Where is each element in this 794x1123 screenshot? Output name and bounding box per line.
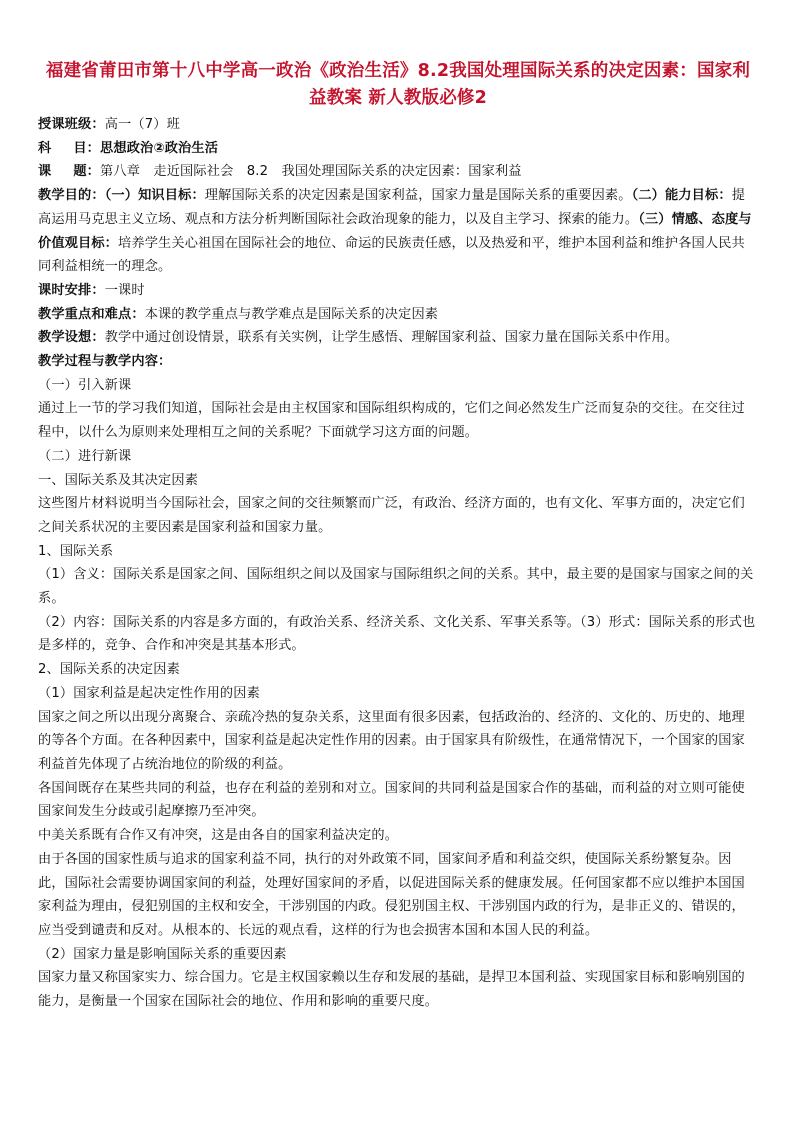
topic-label-2: 题： <box>73 164 101 180</box>
national-power-paragraph: 国家力量又称国家实力、综合国力。它是主权国家赖以生存和发展的基础，是捍卫本国利益、实现国家目标和影响别国的能力，是衡量一个国家在国际社会的地位、作用和影响的重要尺度。 <box>38 970 745 1010</box>
emotion-goal-text: 培养学生关心祖国在国际社会的地位、命运的民族责任感，以及热爱和平，维护本国利益和维护各国人民共同利益相统一的理念。 <box>38 235 745 275</box>
focus-label: 教学重点和难点： <box>38 306 145 322</box>
images-paragraph: 这些图片材料说明当今国际社会，国家之间的交往频繁而广泛，有政治、经济方面的，也有文化、军事方面的，决定它们之间关系状况的主要因素是国家利益和国家力量。 <box>38 496 745 535</box>
knowledge-goal-text: 理解国际关系的决定因素是国家利益，国家力量是国际关系的重要因素。 <box>204 188 632 204</box>
subject-label-1: 科 <box>38 140 52 156</box>
document-title: 福建省莆田市第十八中学高一政治《政治生活》8.2我国处理国际关系的决定因素：国家利益教案 新人教版必修2 <box>45 61 751 108</box>
emotion-goal-label: （三）情感、态度与价值观目标： <box>38 211 752 251</box>
hours-label: 课时安排： <box>38 282 105 298</box>
hours-line <box>38 279 758 303</box>
idea-label: 教学设想： <box>38 330 105 346</box>
ability-goal-text: 提高运用马克思主义立场、观点和方法分析判断国际社会政治现象的能力，以及自主学习、探索的能力。 <box>38 188 746 227</box>
part-one-heading: 一、国际关系及其决定因素 <box>38 472 199 488</box>
goals-paragraph <box>38 184 758 279</box>
topic-line <box>38 160 758 184</box>
national-power-heading: （2）国家力量是影响国际关系的重要因素 <box>38 946 287 962</box>
focus-value: 本课的教学重点与教学难点是国际关系的决定因素 <box>144 306 439 322</box>
idea-value: 教学中通过创设情景，联系有关实例，让学生感悟、理解国家利益、国家力量在国际关系中作用。 <box>104 330 679 346</box>
focus-line <box>38 303 758 327</box>
goals-label: 教学目的： <box>38 188 105 204</box>
sino-us-paragraph: 中美关系既有合作又有冲突，这是由各自的国家利益决定的。 <box>38 828 399 844</box>
definition-paragraph: （1）含义：国际关系是国家之间、国际组织之间以及国家与国际组织之间的关系。其中，最主要的是国家与国家之间的关系。 <box>38 567 754 607</box>
topic-value: 第八章 走近国际社会 8.2 我国处理国际关系的决定因素：国家利益 <box>100 164 522 180</box>
content-form-paragraph: （2）内容：国际关系的内容是多方面的，有政治关系、经济关系、文化关系、军事关系等。（3）形式：国际关系的形式也是多样的，竞争、合作和冲突是其基本形式。 <box>38 614 756 654</box>
grade-value: 高一（7）班 <box>104 117 180 132</box>
common-interest-paragraph: 各国间既存在某些共同的利益，也存在利益的差别和对立。国家间的共同利益是国家合作的基础，而利益的对立则可能使国家间发生分歧或引起摩擦乃至冲突。 <box>38 780 745 820</box>
topic-label-1: 课 <box>38 164 52 180</box>
national-interest-heading: （1）国家利益是起决定性作用的因素 <box>38 685 260 701</box>
knowledge-goal-label: （一）知识目标： <box>104 188 205 204</box>
idea-paragraph <box>38 326 758 350</box>
subject-label-2: 目： <box>73 140 101 156</box>
grade-label: 授课班级： <box>38 117 105 132</box>
ability-goal-label: （二）能力目标： <box>631 188 732 204</box>
process-heading: 教学过程与教学内容： <box>38 354 172 370</box>
section-intro-heading: （一）引入新课 <box>38 377 132 393</box>
section-new-heading: （二）进行新课 <box>38 448 132 464</box>
subject-value: 思想政治②政治生活 <box>100 140 219 156</box>
national-interest-paragraph: 国家之间之所以出现分离聚合、亲疏冷热的复杂关系，这里面有很多因素，包括政治的、经济的、文化的、历史的、地理的等各个方面。在各种因素中，国家利益是起决定性作用的因素。由于国家具有阶级性，在通常情况下，一个国家的国家利益首先体现了占统治地位的阶级的利益。 <box>38 709 745 772</box>
hours-value: 一课时 <box>104 282 145 298</box>
intro-paragraph: 通过上一节的学习我们知道，国际社会是由主权国家和国际组织构成的，它们之间必然发生广泛而复杂的交往。在交往过程中，以什么为原则来处理相互之间的关系呢？下面就学习这方面的问题。 <box>38 401 745 441</box>
intl-relations-heading: 1、国际关系 <box>38 543 114 559</box>
determinants-heading: 2、国际关系的决定因素 <box>38 662 180 678</box>
document-page <box>38 58 758 1014</box>
coordination-paragraph: 由于各国的国家性质与追求的国家利益不同，执行的对外政策不同，国家间矛盾和利益交织，使国际关系纷繁复杂。因此，国际社会需要协调国家间的利益，处理好国家间的矛盾，以促进国际关系的健康发展。任何国家都不应以维护本国国家利益为理由，侵犯别国的主权和安全，干涉别国的内政。侵犯别国主权、干涉别国内政的行为，是非正义的、错误的，应当受到谴责和反对。从根本的、长远的观点看，这样的行为也会损害本国和本国人民的利益。 <box>38 851 745 938</box>
subject-line <box>38 137 758 161</box>
grade-line <box>38 113 758 137</box>
